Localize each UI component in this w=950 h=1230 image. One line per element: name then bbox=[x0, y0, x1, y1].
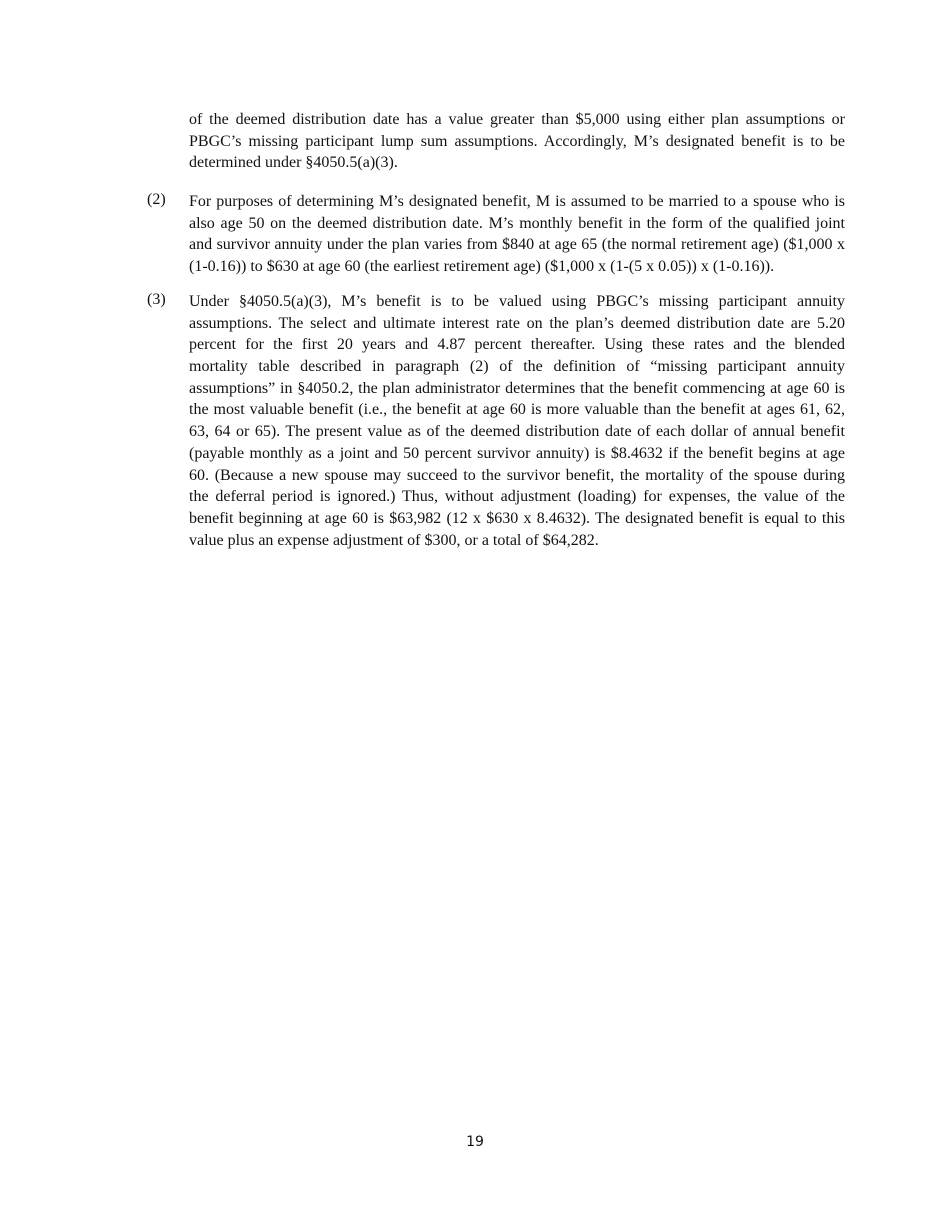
text-line: Under §4050.5(a)(3), M’s benefit is to be valued using PBGC’s missing participant annuity bbox=[189, 293, 845, 310]
text-line: mortality table described in paragraph (2) of the definition of “missing participant annuity bbox=[189, 358, 845, 376]
text-line: assumptions” in §4050.2, the plan administrator determines that the benefit commencing at age 60 is bbox=[189, 379, 845, 397]
text-line: PBGC’s missing participant lump sum assumptions. Accordingly, M’s designated benefit is to be bbox=[189, 132, 845, 150]
text-line: value plus an expense adjustment of $300, or a total of $64,282. bbox=[189, 531, 599, 549]
paragraph-3 bbox=[147, 291, 845, 551]
text-line: of the deemed distribution date has a value greater than $5,000 using either plan assumptions or bbox=[189, 111, 845, 128]
text-line: For purposes of determining M’s designated benefit, M is assumed to be married to a spouse who is bbox=[189, 193, 845, 210]
text-line: the deferral period is ignored.) Thus, without adjustment (loading) for expenses, the value of the bbox=[189, 488, 845, 506]
text-line: benefit beginning at age 60 is $63,982 (12 x $630 x 8.4632). The designated benefit is equal to this bbox=[189, 509, 845, 527]
text-line: also age 50 on the deemed distribution date. M’s monthly benefit in the form of the qualified joint bbox=[189, 214, 845, 232]
text-line: assumptions. The select and ultimate interest rate on the plan’s deemed distribution date are 5.20 bbox=[189, 314, 845, 332]
paragraph-number: (2) bbox=[147, 191, 166, 208]
text-line: 63, 64 or 65). The present value as of the deemed distribution date of each dollar of annual benefit bbox=[189, 423, 845, 441]
text-line: (payable monthly as a joint and 50 percent survivor annuity) is $8.4632 if the benefit begins at age bbox=[189, 444, 845, 462]
page-number: 19 bbox=[466, 1134, 484, 1150]
text-line: determined under §4050.5(a)(3). bbox=[189, 154, 398, 172]
paragraph-2 bbox=[147, 191, 845, 278]
paragraph-number: (3) bbox=[147, 291, 166, 308]
text-line: (1-0.16)) to $630 at age 60 (the earliest retirement age) ($1,000 x (1-(5 x 0.05)) x (1-0.16)). bbox=[189, 258, 775, 276]
text-line: the most valuable benefit (i.e., the benefit at age 60 is more valuable than the benefit at ages 61, 62, bbox=[189, 401, 845, 419]
text-line: 60. (Because a new spouse may succeed to the survivor benefit, the mortality of the spouse during bbox=[189, 466, 845, 484]
text-line: and survivor annuity under the plan varies from $840 at age 65 (the normal retirement age) ($1,000 x bbox=[189, 236, 845, 254]
paragraph-continuation bbox=[189, 109, 845, 174]
text-line: percent for the first 20 years and 4.87 percent thereafter. Using these rates and the blended bbox=[189, 336, 845, 354]
